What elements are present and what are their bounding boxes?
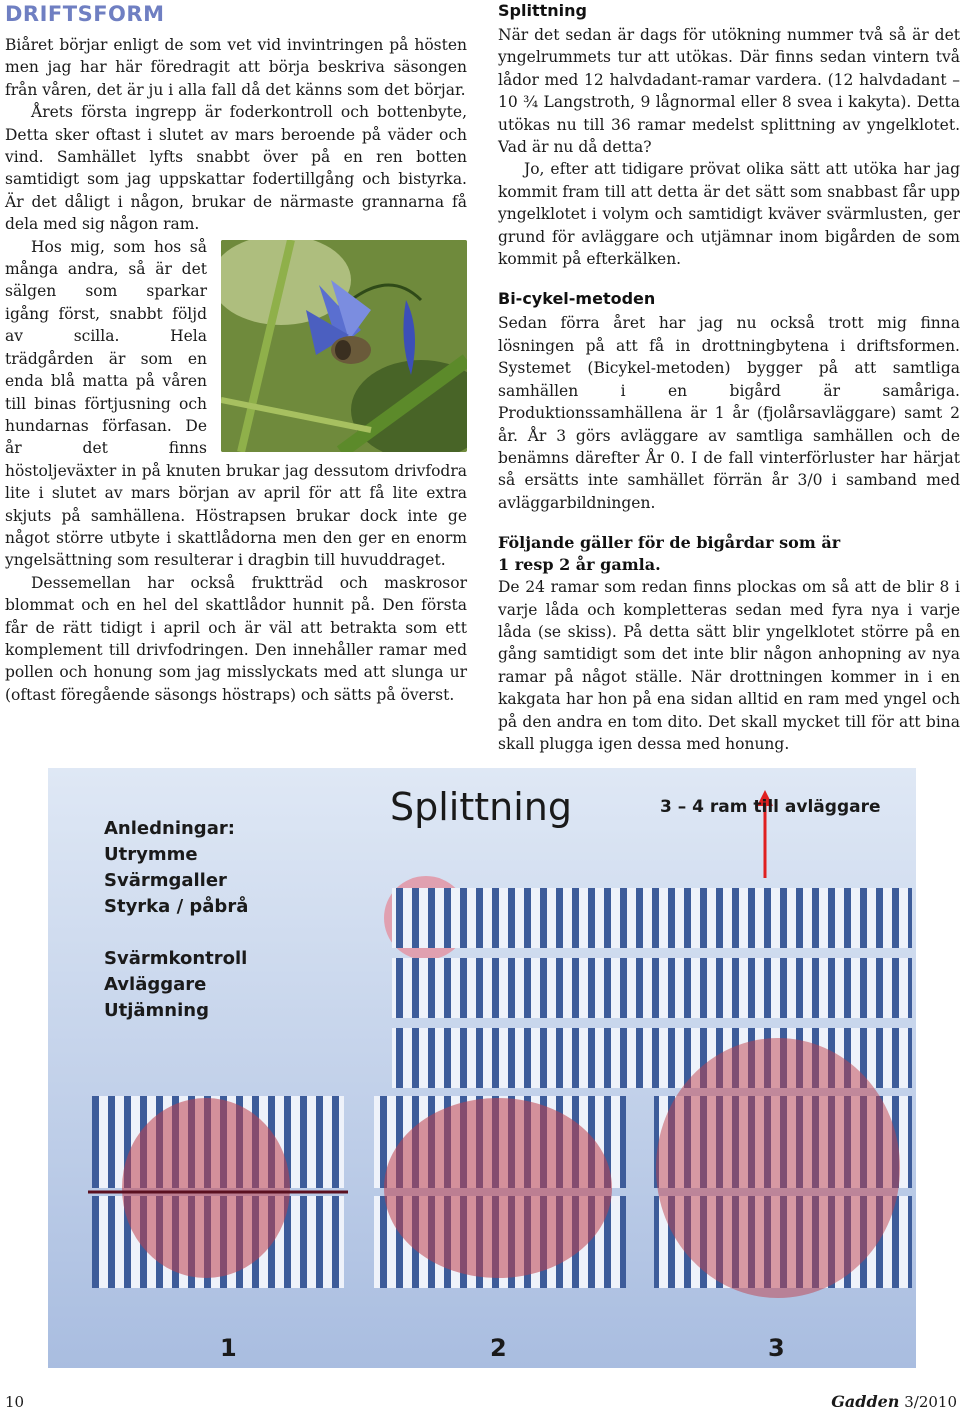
- reason-item: Utjämning: [104, 1000, 209, 1021]
- magazine-footer: [831, 1392, 957, 1411]
- reason-item: Utrymme: [104, 844, 198, 865]
- heading-splittning: Splittning: [498, 1, 587, 20]
- upper-box: [392, 888, 912, 948]
- heading-foljande: Följande gäller för de bigårdar som är: [498, 533, 841, 553]
- upper-box-2: [392, 958, 912, 1018]
- paragraph: Dessemellan har också fruktträd och maskrosor blommat och en hel del skattlådor hunnit på. Den första får de rätt tidigt i april och är väl att betrakta som ett komplement till drivfodringen. Den innehåller ramar med pollen och honung som jag misslyckats med att slunga ur (oftast föregående säsongs höstraps) och sätts på överst.: [5, 573, 467, 704]
- page-number: 10: [5, 1393, 25, 1411]
- paragraph: När det sedan är dags för utökning nummer två så är det yngelrummets tur att utökas. Där finns sedan vintern två lådor med 12 halvdadant-ramar vardera. (12 halvdadant – 10 ¾ Langstroth, 9 lågnormal eller 8 svea i kakyta). Detta utökas nu till 36 ramar medelst splittning av yngelklotet. Vad är nu då detta?: [498, 26, 960, 157]
- diagram-title: Splittning: [390, 785, 573, 829]
- stage-label-3: 3: [768, 1334, 785, 1362]
- splittning-diagram: [48, 768, 916, 1368]
- heading-bi-cykel: Bi-cykel-metoden: [498, 289, 656, 309]
- paragraph: Hos mig, som hos så många andra, så är det sälgen som sparkar igång först, snabbt följd av scilla. Hela trädgården är som en enda blå matta på våren till binas förtjusning och hundarnas förfasan. De år det finns höstoljeväxter in på knuten brukar jag dessutom drivfodra lite i slutet av mars början av april för att få lite extra skjuts på samhällena. Höstrapsen brukar dock inte ge något större utbyte i skattlådorna men den ger en enorm yngelsättning som resulterar i dragbin till huvuddraget.: [5, 237, 467, 570]
- heading-foljande-line2: 1 resp 2 år gamla.: [498, 555, 661, 575]
- paragraph: Årets första ingrepp är foderkontroll och bottenbyte, Detta sker oftast i slutet av mars beroende på väder och vind. Samhället lyfts snabbt över på en ren botten samtidigt som jag uppskattar fodertillgång och bistyrka. Är det dåligt i någon, brukar de närmaste grannarna få dela med sig någon ram.: [5, 103, 467, 234]
- issue-number: 3/2010: [904, 1393, 957, 1411]
- right-column: [498, 0, 960, 755]
- paragraph: Sedan förra året har jag nu också trott mig finna lösningen på att få in drottningbytena i driftsformen. Systemet (Bicykel-metoden) bygger på att samtliga samhällen i en bigård är samåriga. Produktionssamhällena är 1 år (fjolårsavläggare) samt 2 år. År 3 görs avläggare av samtliga samhällen och de benämns därefter År 0. I de fall vinterförluster har härjat så ersätts inte samhället förrän år 3/0 i samband med avläggarbildningen.: [498, 314, 960, 512]
- stage1-brood: [122, 1098, 290, 1278]
- scilla-flower-photo: [221, 240, 467, 452]
- paragraph: Jo, efter att tidigare prövat olika sätt att utöka har jag kommit fram till att detta är det sätt som snabbast får upp yngelklotet i volym och samtidigt kväver svärmlusten, ger grund för avläggare och utjämnar inom bigården de som kommit på efterkälken.: [498, 160, 960, 269]
- reason-item: Styrka / påbrå: [104, 896, 249, 917]
- stage-label-1: 1: [220, 1334, 237, 1362]
- reasons-heading: Anledningar:: [104, 818, 235, 839]
- magazine-name: Gadden: [831, 1392, 900, 1411]
- reason-item: Svärmkontroll: [104, 948, 248, 969]
- arrow-label: 3 – 4 ram till avläggare: [660, 797, 881, 817]
- paragraph: De 24 ramar som redan finns plockas om så att de blir 8 i varje låda och kompletteras sedan med fyra nya i varje låda (se skiss). På detta sätt blir yngelklotet större på en gång samtidigt som det inte blir någon anhopning av nya ramar på något ställe. När drottningen kommer in i en kakgata har hon på ena sidan alltid en ram med yngel och på den andra en tom dito. Det skall mycket till för att bina skall plugga igen dessa med honung.: [498, 578, 960, 753]
- left-column: [5, 0, 467, 706]
- reason-item: Avläggare: [104, 974, 207, 995]
- stage-label-2: 2: [490, 1334, 507, 1362]
- reason-item: Svärmgaller: [104, 870, 227, 891]
- paragraph: Biåret börjar enligt de som vet vid invintringen på hösten men jag har här föredragit att börja beskriva säsongen från våren, det är ju i alla fall då det känns som det börjar.: [5, 36, 467, 99]
- stage3-brood: [656, 1038, 900, 1298]
- section-title: DRIFTSFORM: [5, 2, 165, 26]
- stage2-brood: [384, 1098, 612, 1278]
